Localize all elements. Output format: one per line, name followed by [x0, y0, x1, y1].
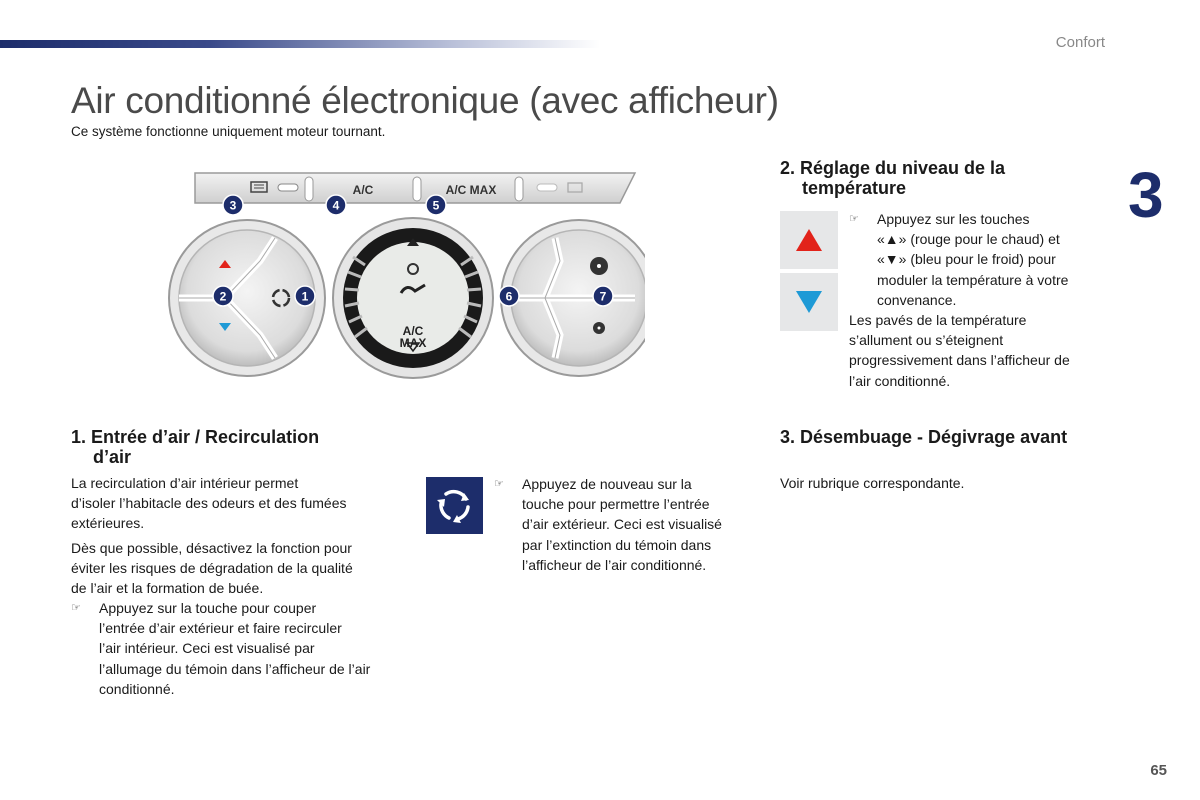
fan-high-icon — [590, 257, 608, 275]
callout-2: 2 — [219, 289, 227, 304]
chapter-number: 3 — [1128, 159, 1164, 231]
temperature-up-button-icon — [780, 211, 838, 269]
section2-heading-line1: 2. Réglage du niveau de la — [780, 158, 1006, 178]
right-fan-knob — [501, 220, 645, 376]
section2-heading-line2: température — [802, 178, 907, 198]
fan-low-icon — [593, 322, 605, 334]
center-display — [333, 218, 493, 378]
recirculation-button-icon — [426, 477, 483, 534]
ac-max-button-label: A/C MAX — [445, 183, 497, 197]
section1-bullet2: ☞ Appuyez de nouveau sur la touche pour permettre l’entrée d’air extérieur. Ceci est visualisé par l’extinction du témoin dans l’afficheur de l’air conditionné. — [494, 476, 722, 573]
section1-paragraph1: La recirculation d’air intérieur permet d’isoler l’habitacle des odeurs et des fumées extérieures. — [71, 475, 347, 532]
header-accent-bar — [0, 40, 600, 48]
callout-3: 3 — [229, 198, 237, 213]
callout-5: 5 — [432, 198, 440, 213]
callout-1: 1 — [301, 289, 309, 304]
display-max-label: MAX — [399, 336, 427, 350]
section2-heading — [780, 158, 1005, 198]
section1-heading-line1: 1. Entrée d’air / Recirculation — [71, 427, 320, 447]
climate-control-panel-illustration — [165, 165, 645, 380]
page-subtitle: Ce système fonctionne uniquement moteur tournant. — [71, 124, 386, 139]
section2-paragraph: Les pavés de la température s’allument ou s’éteignent progressivement dans l’afficheur de l’air conditionné. — [849, 312, 1070, 389]
bullet-hand-icon: ☞ — [494, 478, 504, 490]
upper-button-strip — [195, 173, 635, 203]
section1-heading — [71, 427, 319, 467]
section3-text: Voir rubrique correspondante. — [780, 475, 965, 491]
callout-4: 4 — [332, 198, 340, 213]
section1-bullet1: ☞ Appuyez sur la touche pour couper l’entrée d’air extérieur et faire recirculer l’air intérieur. Ceci est visualisé par l’allumage du témoin dans l’afficheur de l’air conditionné. — [71, 600, 371, 697]
section1-paragraph2: Dès que possible, désactivez la fonction pour éviter les risques de dégradation de la qualité de l’air et la formation de buée. — [71, 540, 353, 597]
callout-7: 7 — [599, 289, 607, 304]
section-label: Confort — [1055, 34, 1105, 51]
callout-6: 6 — [505, 289, 513, 304]
page-title: Air conditionné électronique (avec afficheur) — [71, 80, 779, 121]
page-number: 65 — [1150, 762, 1167, 779]
display-ac-label: A/C — [402, 324, 424, 338]
bullet-hand-icon: ☞ — [849, 213, 859, 225]
ac-button-label: A/C — [352, 183, 374, 197]
section2-bullet: ☞ Appuyez sur les touches «▲» (rouge pour le chaud) et «▼» (bleu pour le froid) pour moduler la température à votre convenance. — [849, 211, 1069, 308]
temperature-down-button-icon — [780, 273, 838, 331]
section3-heading: 3. Désembuage - Dégivrage avant — [780, 427, 1068, 447]
section1-heading-line2: d’air — [93, 447, 132, 467]
bullet-hand-icon: ☞ — [71, 602, 81, 614]
